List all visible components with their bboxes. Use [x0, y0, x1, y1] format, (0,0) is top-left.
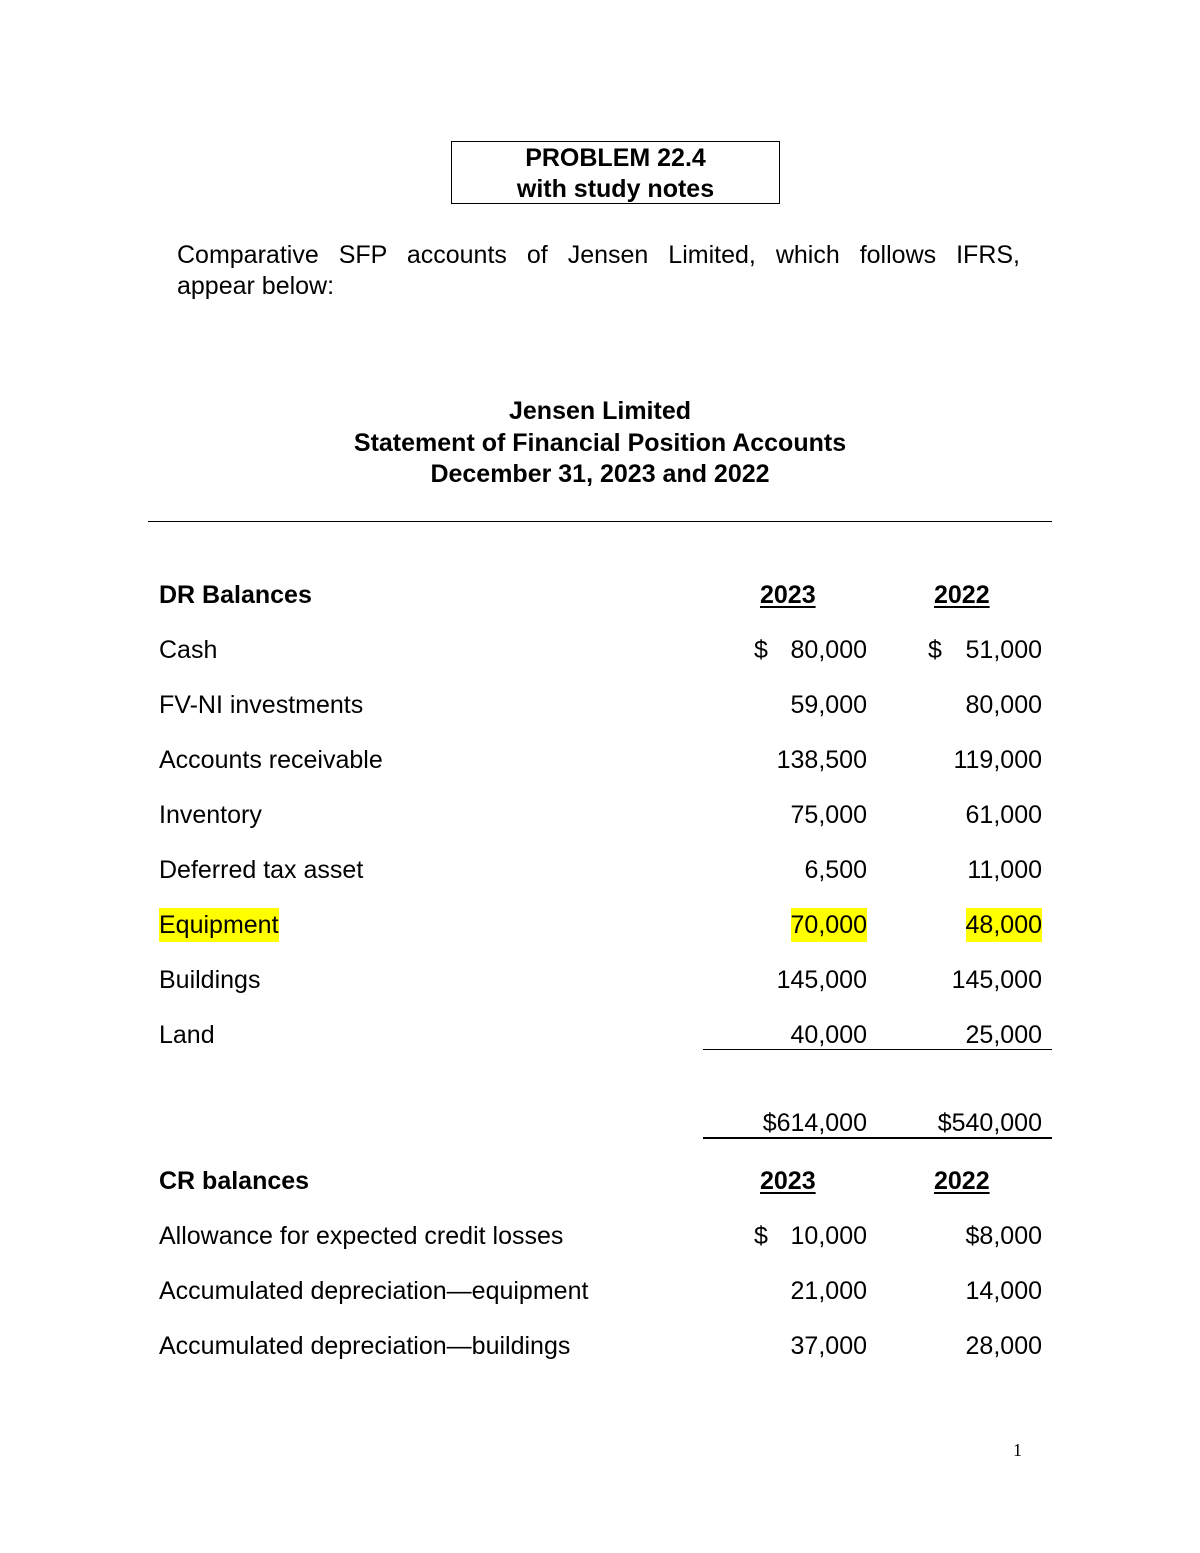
value-2023: 80,000 — [790, 636, 867, 664]
table-row — [0, 963, 1200, 997]
value-2022: 25,000 — [965, 1021, 1042, 1049]
statement-date: December 31, 2023 and 2022 — [430, 460, 770, 488]
value-2023: 75,000 — [790, 801, 867, 829]
value-2022: 61,000 — [965, 801, 1042, 829]
intro-line-1: Comparative SFP accounts of Jensen Limited, which follows IFRS, — [177, 241, 1020, 269]
intro-paragraph — [177, 240, 1020, 302]
row-label: Cash — [159, 636, 218, 664]
row-label: Accumulated depreciation—equipment — [159, 1277, 589, 1305]
value-2022: 11,000 — [967, 856, 1042, 884]
value-2023: 37,000 — [790, 1332, 867, 1360]
dr-header-row — [0, 578, 1200, 612]
value-2023: 6,500 — [804, 856, 867, 884]
problem-title-box — [451, 141, 780, 204]
cr-header-row — [0, 1164, 1200, 1198]
value-2022: 14,000 — [965, 1277, 1042, 1305]
table-row-highlighted — [0, 908, 1200, 942]
total-rule — [703, 1137, 1052, 1139]
value-2023: 145,000 — [776, 966, 867, 994]
table-row — [0, 743, 1200, 777]
table-row — [0, 798, 1200, 832]
row-label: Accumulated depreciation—buildings — [159, 1332, 571, 1360]
currency-sign: $ — [754, 636, 768, 664]
cr-heading: CR balances — [159, 1167, 310, 1195]
value-2023: 21,000 — [790, 1277, 867, 1305]
currency-sign: $ — [928, 636, 942, 664]
row-label: Equipment — [159, 908, 279, 942]
currency-sign: $ — [754, 1222, 768, 1250]
row-label: Accounts receivable — [159, 746, 383, 774]
table-row — [0, 1219, 1200, 1253]
value-2023: 70,000 — [791, 908, 867, 942]
company-name: Jensen Limited — [509, 397, 691, 425]
dr-heading: DR Balances — [159, 581, 312, 609]
table-row — [0, 1018, 1200, 1052]
page-number: 1 — [1013, 1440, 1022, 1460]
value-2023: 40,000 — [790, 1021, 867, 1049]
row-label: FV-NI investments — [159, 691, 364, 719]
value-2023: 59,000 — [790, 691, 867, 719]
table-row — [0, 1329, 1200, 1363]
dr-col-2022: 2022 — [934, 581, 990, 609]
total-2022: $540,000 — [937, 1109, 1042, 1137]
table-row — [0, 853, 1200, 887]
value-2022: 51,000 — [965, 636, 1042, 664]
value-2022: 48,000 — [966, 908, 1042, 942]
value-2022: 119,000 — [953, 746, 1042, 774]
table-row — [0, 688, 1200, 722]
problem-number: PROBLEM 22.4 — [525, 144, 706, 172]
row-label: Allowance for expected credit losses — [159, 1222, 564, 1250]
value-2022: 145,000 — [951, 966, 1042, 994]
row-label: Buildings — [159, 966, 261, 994]
row-label: Inventory — [159, 801, 262, 829]
header-rule — [148, 521, 1052, 522]
value-2023: 10,000 — [790, 1222, 867, 1250]
total-2023: $614,000 — [762, 1109, 867, 1137]
value-2022: 80,000 — [965, 691, 1042, 719]
value-2023: 138,500 — [776, 746, 867, 774]
value-2022: 28,000 — [965, 1332, 1042, 1360]
cr-col-2023: 2023 — [760, 1167, 816, 1195]
intro-line-2: appear below: — [177, 272, 335, 300]
total-row — [0, 1106, 1200, 1140]
table-row — [0, 633, 1200, 667]
table-row — [0, 1274, 1200, 1308]
row-label: Land — [159, 1021, 215, 1049]
value-2022: $8,000 — [965, 1222, 1042, 1250]
row-label: Deferred tax asset — [159, 856, 364, 884]
subtotal-rule — [703, 1049, 1052, 1050]
cr-col-2022: 2022 — [934, 1167, 990, 1195]
problem-subtitle: with study notes — [516, 175, 715, 203]
statement-title: Statement of Financial Position Accounts — [353, 429, 847, 457]
dr-col-2023: 2023 — [760, 581, 816, 609]
